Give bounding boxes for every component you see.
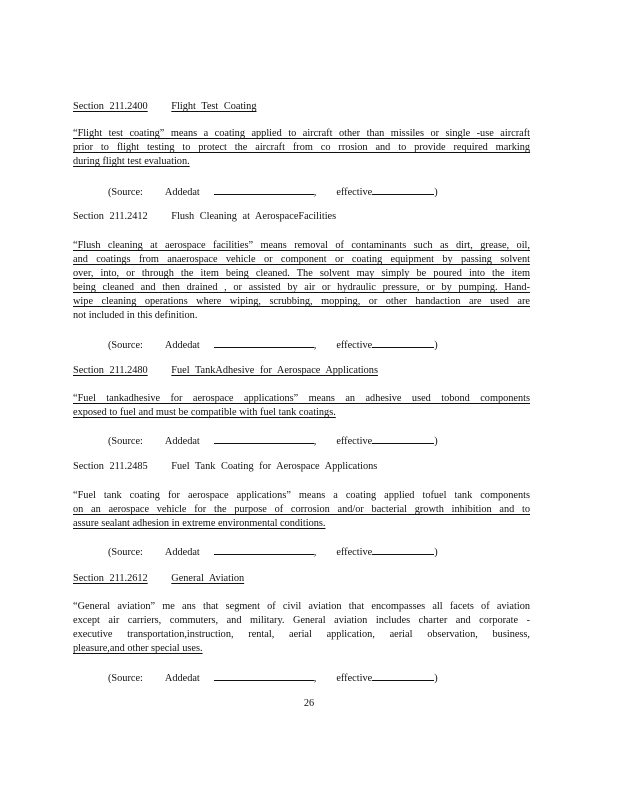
definition-line: on an aerospace vehicle for the purpose of corrosion and/or bacterial growth inhibition and to	[73, 504, 530, 515]
definition-line: during flight test evaluation.	[73, 156, 190, 167]
addedat-blank	[214, 337, 314, 348]
source-label: (Source:	[108, 547, 143, 558]
section-title: Flush Cleaning at AerospaceFacilities	[171, 211, 337, 222]
definition-line: “General aviation” me ans that segment of civil aviation that encompasses all facets of aviation	[73, 601, 530, 612]
definition-line: not included in this definition.	[73, 310, 198, 321]
effective-blank	[372, 337, 434, 348]
source-label: (Source:	[108, 673, 143, 684]
effective-blank	[372, 184, 434, 195]
section-number: Section 211.2412	[73, 211, 148, 222]
definition-line: pleasure,and other special uses.	[73, 643, 203, 654]
addedat-blank	[214, 670, 314, 681]
addedat-label: Addedat	[164, 673, 200, 684]
effective-label: effective	[336, 436, 373, 447]
source-line	[108, 670, 438, 684]
comma: ,	[313, 340, 317, 351]
section-number: Section 211.2612	[73, 573, 148, 584]
effective-blank	[372, 544, 434, 555]
source-line	[108, 337, 438, 351]
definition-line: over, into, or through the item being cleaned. The solvent may simply be poured into the item	[73, 268, 530, 279]
addedat-label: Addedat	[164, 436, 200, 447]
section-heading-211-2485	[73, 461, 377, 472]
section-title: Fuel TankAdhesive for Aerospace Applications	[171, 365, 378, 376]
addedat-label: Addedat	[164, 547, 200, 558]
definition-line: exposed to fuel and must be compatible with fuel tank coatings.	[73, 407, 336, 418]
section-number: Section 211.2480	[73, 365, 148, 376]
effective-label: effective	[336, 673, 373, 684]
close-paren: )	[434, 436, 438, 447]
definition-line: “Flush cleaning at aerospace facilities” means removal of contaminants such as dirt, grease, oil,	[73, 240, 530, 251]
addedat-blank	[214, 544, 314, 555]
definition-general-aviation	[73, 600, 530, 656]
page-number: 26	[303, 698, 315, 709]
addedat-label: Addedat	[164, 340, 200, 351]
comma: ,	[313, 187, 317, 198]
source-line	[108, 433, 438, 447]
source-label: (Source:	[108, 187, 143, 198]
section-heading-211-2412	[73, 211, 336, 222]
source-line	[108, 544, 438, 558]
section-heading-211-2480	[73, 365, 378, 376]
definition-line: being cleaned and then drained , or assisted by air or hydraulic pressure, or by pumping. Hand-	[73, 282, 530, 293]
addedat-blank	[214, 184, 314, 195]
effective-label: effective	[336, 547, 373, 558]
definition-line: wipe cleaning operations where wiping, scrubbing, mopping, or other handaction are used are	[73, 296, 530, 307]
source-line	[108, 184, 438, 198]
definition-fuel-tank-coating	[73, 489, 530, 531]
section-heading-211-2612	[73, 573, 244, 584]
definition-line: prior to flight testing to protect the aircraft from co rrosion and to provide required marking	[73, 142, 530, 153]
definition-fuel-tank-adhesive	[73, 392, 530, 420]
definition-line: except air carriers, commuters, and military. General aviation includes charter and corporate -	[73, 615, 530, 626]
comma: ,	[313, 673, 317, 684]
comma: ,	[313, 436, 317, 447]
section-title: Flight Test Coating	[171, 101, 257, 112]
addedat-blank	[214, 433, 314, 444]
section-heading-211-2400	[73, 101, 256, 112]
definition-flush-cleaning	[73, 239, 530, 323]
close-paren: )	[434, 547, 438, 558]
effective-blank	[372, 433, 434, 444]
close-paren: )	[434, 673, 438, 684]
section-number: Section 211.2400	[73, 101, 148, 112]
addedat-label: Addedat	[164, 187, 200, 198]
definition-line: and coatings from anaerospace vehicle or component or coating equipment by passing solvent	[73, 254, 530, 265]
effective-label: effective	[336, 340, 373, 351]
effective-blank	[372, 670, 434, 681]
source-label: (Source:	[108, 340, 143, 351]
definition-flight-test-coating	[73, 127, 530, 169]
definition-line: “Flight test coating” means a coating applied to aircraft other than missiles or single -use aircraft	[73, 128, 530, 139]
section-title: General Aviation	[171, 573, 245, 584]
comma: ,	[313, 547, 317, 558]
section-title: Fuel Tank Coating for Aerospace Applications	[171, 461, 378, 472]
section-number: Section 211.2485	[73, 461, 148, 472]
definition-line: “Fuel tankadhesive for aerospace applications” means an adhesive used tobond components	[73, 393, 530, 404]
close-paren: )	[434, 187, 438, 198]
definition-line: executive transportation,instruction, rental, aerial application, aerial observation, business,	[73, 629, 530, 640]
definition-line: assure sealant adhesion in extreme environmental conditions.	[73, 518, 326, 529]
source-label: (Source:	[108, 436, 143, 447]
close-paren: )	[434, 340, 438, 351]
effective-label: effective	[336, 187, 373, 198]
definition-line: “Fuel tank coating for aerospace applications” means a coating applied tofuel tank components	[73, 490, 530, 501]
